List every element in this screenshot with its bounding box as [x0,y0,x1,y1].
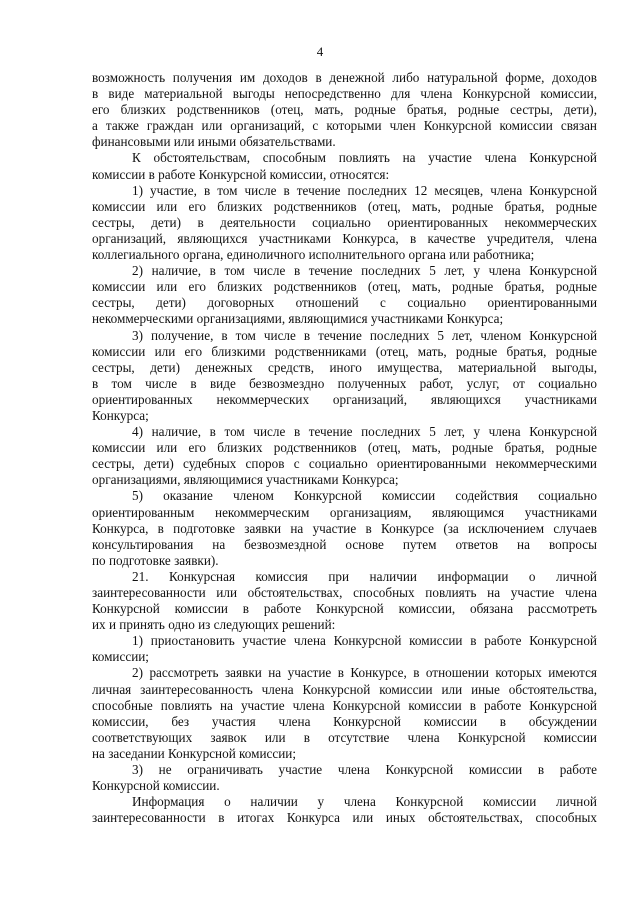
text-line: комиссии или его близких родственников (отец, мать, родные братья, родные [92,198,597,214]
text-line: в том числе в виде безвозмездно полученных работ, услуг, от социально [92,375,597,391]
text-line: ориентированным некоммерческим организациям, являющимся участниками [92,504,597,520]
text-line: а также граждан или организаций, с которыми член Конкурсной комиссии связан [92,118,597,134]
text-line: 1) приостановить участие члена Конкурсной комиссии в работе Конкурсной [132,633,597,649]
text-line: Конкурса; [92,407,149,423]
text-line: соответствующих заявок или в отсутствие члена Конкурсной комиссии [92,729,597,745]
text-line: Конкурсной комиссии. [92,778,220,794]
text-line: на заседании Конкурсной комиссии; [92,745,297,761]
text-line: некоммерческими организациями, являющимися участниками Конкурса; [92,311,504,327]
text-line: комиссии или его близкими родственниками (отец, мать, родные братья, родные [92,343,597,359]
text-line: по подготовке заявки). [92,552,219,568]
text-line: сестры, дети) в деятельности социально ориентированных некоммерческих [92,214,597,230]
text-line: Конкурса, в подготовке заявки на участие в Конкурсе (за исключением случаев [92,520,597,536]
text-line: 2) наличие, в том числе в течение последних 5 лет, у члена Конкурсной [132,263,597,279]
text-line: способные повлиять на участие члена Конкурсной комиссии в работе Конкурсной [92,697,597,713]
text-line: сестры, дети) судебных споров с социально ориентированными некоммерческими [92,456,597,472]
text-line: коллегиального органа, единоличного исполнительного органа или работника; [92,247,535,263]
text-line: возможность получения им доходов в денежной либо натуральной форме, доходов [92,70,597,85]
text-line: 3) получение, в том числе в течение последних 5 лет, членом Конкурсной [132,327,597,343]
text-line: 4) наличие, в том числе в течение последних 5 лет, у члена Конкурсной [132,424,597,440]
text-line: Информация о наличии у члена Конкурсной комиссии личной [132,794,597,810]
text-line: сестры, дети) денежных средств, иного имущества, материальной выгоды, [92,359,597,375]
document-body [92,70,597,826]
text-line: его близких родственников (отец, мать, родные братья, родные сестры, дети), [92,102,597,118]
page-number: 4 [316,44,324,59]
text-line: консультирования на безвозмездной основе путем ответов на вопросы [92,536,597,552]
text-line: их и принять одно из следующих решений: [92,617,336,633]
text-line: комиссии или его близких родственников (отец, мать, родные братья, родные [92,440,597,456]
text-line: сестры, дети) договорных отношений с социально ориентированными [92,295,597,311]
text-line: комиссии, без участия члена Конкурсной комиссии в обсуждении [92,713,597,729]
text-line: заинтересованности в итогах Конкурса или иных обстоятельствах, способных [92,810,597,826]
text-line: комиссии; [92,649,149,665]
text-line: Конкурсной комиссии в работе Конкурсной комиссии, обязана рассмотреть [92,601,597,617]
text-line: комиссии или его близких родственников (отец, мать, родные братья, родные [92,279,597,295]
text-line: К обстоятельствам, способным повлиять на участие члена Конкурсной [132,150,597,166]
text-line: 3) не ограничивать участие члена Конкурсной комиссии в работе [132,762,597,778]
text-line: ориентированных некоммерческих организаций, являющихся участниками [92,391,597,407]
text-line: личная заинтересованность члена Конкурсной комиссии или иные обстоятельства, [92,681,597,697]
text-line: комиссии в работе Конкурсной комиссии, относятся: [92,166,390,182]
text-line: в виде материальной выгоды непосредственно для члена Конкурсной комиссии, [92,86,597,102]
text-line: организаций, являющихся участниками Конкурса, в качестве учредителя, члена [92,230,597,246]
text-line: 1) участие, в том числе в течение последних 12 месяцев, члена Конкурсной [132,182,597,198]
text-line: организациями, являющимися участниками Конкурса; [92,472,399,488]
text-line: заинтересованности или обстоятельствах, способных повлиять на участие члена [92,585,597,600]
text-line: финансовыми или иными обязательствами. [92,134,336,150]
text-line: 5) оказание членом Конкурсной комиссии содействия социально [132,488,597,504]
text-line: 21. Конкурсная комиссия при наличии информации о личной [132,568,597,584]
text-line: 2) рассмотреть заявки на участие в Конкурсе, в отношении которых имеются [132,665,597,681]
